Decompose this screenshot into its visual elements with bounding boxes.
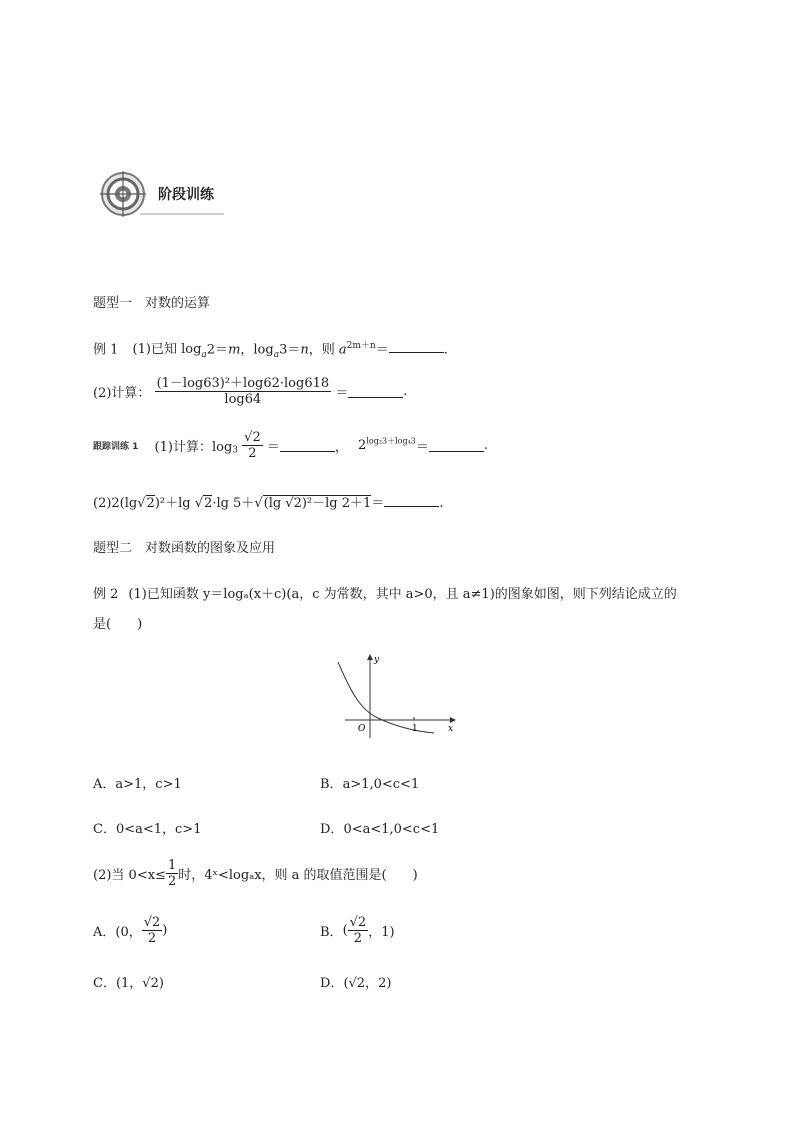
- answer-blank[interactable]: [389, 340, 444, 353]
- trace1-part1: 跟踪训练 1 (1)计算：$\log_3$ $\frac{√2}{2}$ ＝ ， $2^{log_23+log_43}=$ .: [93, 430, 489, 461]
- section-title: 阶段训练: [158, 187, 214, 203]
- choice-a1[interactable]: A．a>1，c>1: [93, 777, 182, 792]
- y-axis-label: y: [374, 655, 380, 665]
- example2-text: 例 2 (1)已知函数 y＝logₐ(x＋c)(a，c 为常数，其中 a>0，且 a≠1)的图象如图，则下列结论成立的 是( ): [93, 587, 677, 632]
- choice-d1[interactable]: D．0<a<1,0<c<1: [320, 822, 440, 837]
- answer-blank[interactable]: [429, 439, 484, 452]
- origin-label: O: [358, 724, 366, 734]
- example1-part1: 例 1 (1)已知 $\log_a2=m$，$\log_a3=n$，则 $a^{2m+n}=$ .: [93, 341, 448, 360]
- choice-b1[interactable]: B．a>1,0<c<1: [320, 777, 420, 792]
- trace-badge: 跟踪训练 1: [93, 442, 139, 452]
- choice-c1[interactable]: C．0<a<1，c>1: [93, 822, 202, 837]
- example-label: 例 1: [93, 342, 119, 358]
- example2-part2: (2)当 0<x≤ $\frac{1}{2}$ 时，4ˣ<logₐx，则 a 的取值范围是( ): [93, 858, 418, 889]
- answer-blank[interactable]: [348, 385, 403, 398]
- tick-1-label: 1: [412, 724, 418, 734]
- type2-heading: 题型二 对数函数的图象及应用: [93, 541, 276, 556]
- choice-a2[interactable]: A．(0， $\frac{√2}{2}$ ): [93, 915, 168, 946]
- answer-blank[interactable]: [384, 494, 439, 507]
- trace1-part2: (2)2(lg√2)²＋lg √2·lg 5＋√(lg √2)²－lg 2＋1＝ .: [93, 496, 444, 511]
- choice-b2[interactable]: B．( $\frac{√2}{2}$ ，1): [320, 915, 395, 946]
- answer-blank[interactable]: [280, 439, 335, 452]
- log-curve: [338, 662, 434, 733]
- choice-c2[interactable]: C．(1，√2): [93, 976, 164, 991]
- type1-heading: 题型一 对数的运算: [93, 296, 211, 311]
- log-function-graph: [330, 650, 470, 740]
- choice-d2[interactable]: D．(√2，2): [320, 976, 392, 991]
- section-banner: [98, 170, 228, 218]
- calc-fraction: $\frac{\text{(1－log63)²＋log62·log618}}{\log 64}$: [156, 376, 330, 407]
- x-axis-label: x: [448, 724, 454, 734]
- example1-part2: (2)计算： $\frac{\text{(1－log63)²＋log62·log618}}{\log 64}$ ＝ .: [93, 376, 408, 407]
